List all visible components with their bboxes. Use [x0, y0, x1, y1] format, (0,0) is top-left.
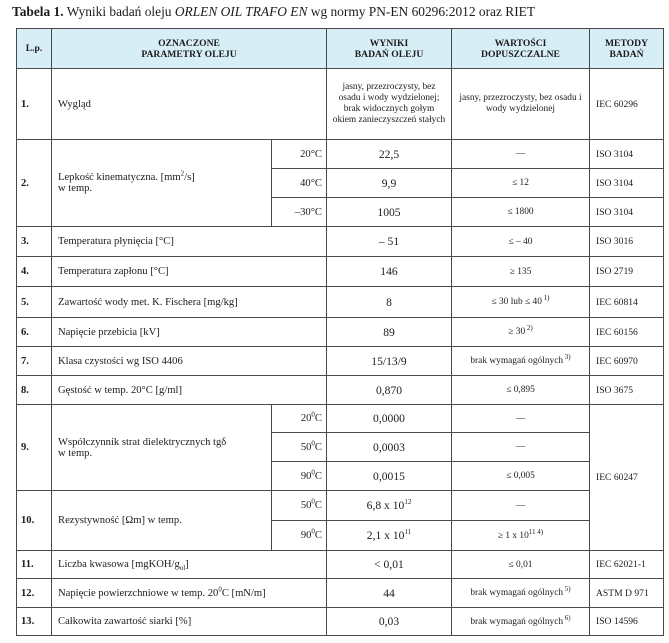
allowed-value: ≥ 30 $^{2)}$ — [452, 318, 590, 347]
row-number: 8. — [17, 376, 52, 405]
table-row — [17, 257, 664, 287]
parameter-name: Rezystywność [Ωm] w temp. — [52, 491, 272, 551]
table-row — [17, 405, 664, 433]
allowed-value: ≤ 0,005 — [452, 462, 590, 491]
table-row — [17, 140, 664, 169]
table-row — [17, 551, 664, 579]
test-method: IEC 60296 — [590, 69, 664, 140]
parameter-name: Lepkość kinematyczna. $[mm^2/s]$ w temp. — [52, 140, 272, 227]
test-method: ISO 3016 — [590, 227, 664, 257]
row-number: 12. — [17, 579, 52, 608]
test-method: IEC 60247 — [590, 405, 664, 551]
row-number: 7. — [17, 347, 52, 376]
test-method: ISO 14596 — [590, 608, 664, 636]
allowed-value: jasny, przezroczysty, bez osadu i wody wydzielonej — [452, 69, 590, 140]
parameter-name: Współczynnik strat dielektrycznych tgδ w temp. — [52, 405, 272, 491]
oil-test-results-table — [16, 28, 664, 636]
parameter-name: Klasa czystości wg ISO 4406 — [52, 347, 327, 376]
result-value: 8 — [327, 287, 452, 318]
parameter-name: Temperatura płynięcia [°C] — [52, 227, 327, 257]
row-number: 1. — [17, 69, 52, 140]
result-value: 89 — [327, 318, 452, 347]
table-row — [17, 69, 664, 140]
result-value: 44 — [327, 579, 452, 608]
footnote-ref: 6) — [563, 613, 571, 622]
test-method: IEC 60814 — [590, 287, 664, 318]
footnote-ref: 1) — [541, 293, 550, 302]
result-value: 22,5 — [327, 140, 452, 169]
allowed-value: — — [452, 405, 590, 433]
caption-product: ORLEN OIL TRAFO EN — [174, 4, 308, 19]
result-value: 0,0015 — [327, 462, 452, 491]
allowed-value: ≤ 12 — [452, 169, 590, 198]
allowed-value: ≤ – 40 — [452, 227, 590, 257]
test-method: ISO 3104 — [590, 198, 664, 227]
header-allowed-values: WARTOŚCI DOPUSZCZALNE — [452, 29, 590, 69]
allowed-value: ≥ 1 x $10^{11 4)}$ — [452, 521, 590, 551]
table-row — [17, 347, 664, 376]
footnote-ref: 5) — [563, 584, 571, 593]
result-value: 0,0003 — [327, 433, 452, 462]
parameter-name: Wygląd — [52, 69, 327, 140]
parameter-name: Temperatura zapłonu [°C] — [52, 257, 327, 287]
allowed-value: — — [452, 140, 590, 169]
table-row — [17, 579, 664, 608]
test-method: ISO 3675 — [590, 376, 664, 405]
footnote-ref: 11 4) — [528, 527, 544, 536]
result-value: – 51 — [327, 227, 452, 257]
test-method: ISO 3104 — [590, 169, 664, 198]
table-row — [17, 608, 664, 636]
test-method: IEC 62021-1 — [590, 551, 664, 579]
footnote-ref: 3) — [563, 352, 571, 361]
row-number: 9. — [17, 405, 52, 491]
test-method: IEC 60156 — [590, 318, 664, 347]
allowed-value: brak wymagań ogólnych $^{3)}$ — [452, 347, 590, 376]
temperature: $50^0C$ — [272, 491, 327, 521]
parameter-name: Liczba kwasowa $[mgKOH/g_{ol}]$ — [52, 551, 327, 579]
result-value: 1005 — [327, 198, 452, 227]
temperature: 40°C — [272, 169, 327, 198]
allowed-value: — — [452, 433, 590, 462]
header-results: WYNIKI BADAŃ OLEJU — [327, 29, 452, 69]
result-value: 2,1 x $10^{11}$ — [327, 521, 452, 551]
row-number: 11. — [17, 551, 52, 579]
row-number: 10. — [17, 491, 52, 551]
header-row — [17, 29, 664, 69]
caption-label: Tabela 1. — [12, 4, 64, 19]
result-value: jasny, przezroczysty, bez osadu i wody wydzielonej; brak widocznych gołym okiem zanieczyszczeń stałych — [327, 69, 452, 140]
result-value: 0,03 — [327, 608, 452, 636]
temperature: $20^0C$ — [272, 405, 327, 433]
result-value: 0,870 — [327, 376, 452, 405]
result-value: 15/13/9 — [327, 347, 452, 376]
temperature: –30°C — [272, 198, 327, 227]
header-lp: L.p. — [17, 29, 52, 69]
allowed-value: ≥ 135 — [452, 257, 590, 287]
temperature: $90^0C$ — [272, 521, 327, 551]
allowed-value: brak wymagań ogólnych $^{6)}$ — [452, 608, 590, 636]
header-parameters: OZNACZONE PARAMETRY OLEJU — [52, 29, 327, 69]
result-value: < 0,01 — [327, 551, 452, 579]
result-value: 146 — [327, 257, 452, 287]
allowed-value: brak wymagań ogólnych $^{5)}$ — [452, 579, 590, 608]
footnote-ref: 2) — [525, 323, 533, 332]
temperature: $50^0C$ — [272, 433, 327, 462]
header-methods: METODY BADAŃ — [590, 29, 664, 69]
table-row — [17, 227, 664, 257]
allowed-value: ≤ 0,895 — [452, 376, 590, 405]
test-method: ISO 3104 — [590, 140, 664, 169]
parameter-name: Napięcie przebicia [kV] — [52, 318, 327, 347]
temperature: $90^0C$ — [272, 462, 327, 491]
test-method: ASTM D 971 — [590, 579, 664, 608]
allowed-value: ≤ 0,01 — [452, 551, 590, 579]
table-caption — [12, 4, 535, 20]
table-row — [17, 318, 664, 347]
table-row — [17, 376, 664, 405]
result-value: 6,8 x $10^{12}$ — [327, 491, 452, 521]
row-number: 6. — [17, 318, 52, 347]
row-number: 4. — [17, 257, 52, 287]
parameter-name: Napięcie powierzchniowe w temp. $20^0C$ [mN/m] — [52, 579, 327, 608]
row-number: 2. — [17, 140, 52, 227]
table-row — [17, 491, 664, 521]
parameter-name: Zawartość wody met. K. Fischera [mg/kg] — [52, 287, 327, 318]
result-value: 0,0000 — [327, 405, 452, 433]
result-value: 9,9 — [327, 169, 452, 198]
temperature: 20°C — [272, 140, 327, 169]
allowed-value: ≤ 30 lub ≤ 40 $^{1)}$ — [452, 287, 590, 318]
row-number: 5. — [17, 287, 52, 318]
caption-standard: wg normy PN-EN 60296:2012 oraz RIET — [307, 4, 536, 19]
table-row — [17, 287, 664, 318]
test-method: ISO 2719 — [590, 257, 664, 287]
allowed-value: — — [452, 491, 590, 521]
row-number: 13. — [17, 608, 52, 636]
test-method: IEC 60970 — [590, 347, 664, 376]
row-number: 3. — [17, 227, 52, 257]
parameter-name: Całkowita zawartość siarki [%] — [52, 608, 327, 636]
allowed-value: ≤ 1800 — [452, 198, 590, 227]
parameter-name: Gęstość w temp. 20°C [g/ml] — [52, 376, 327, 405]
caption-text: Wyniki badań oleju — [63, 4, 175, 19]
